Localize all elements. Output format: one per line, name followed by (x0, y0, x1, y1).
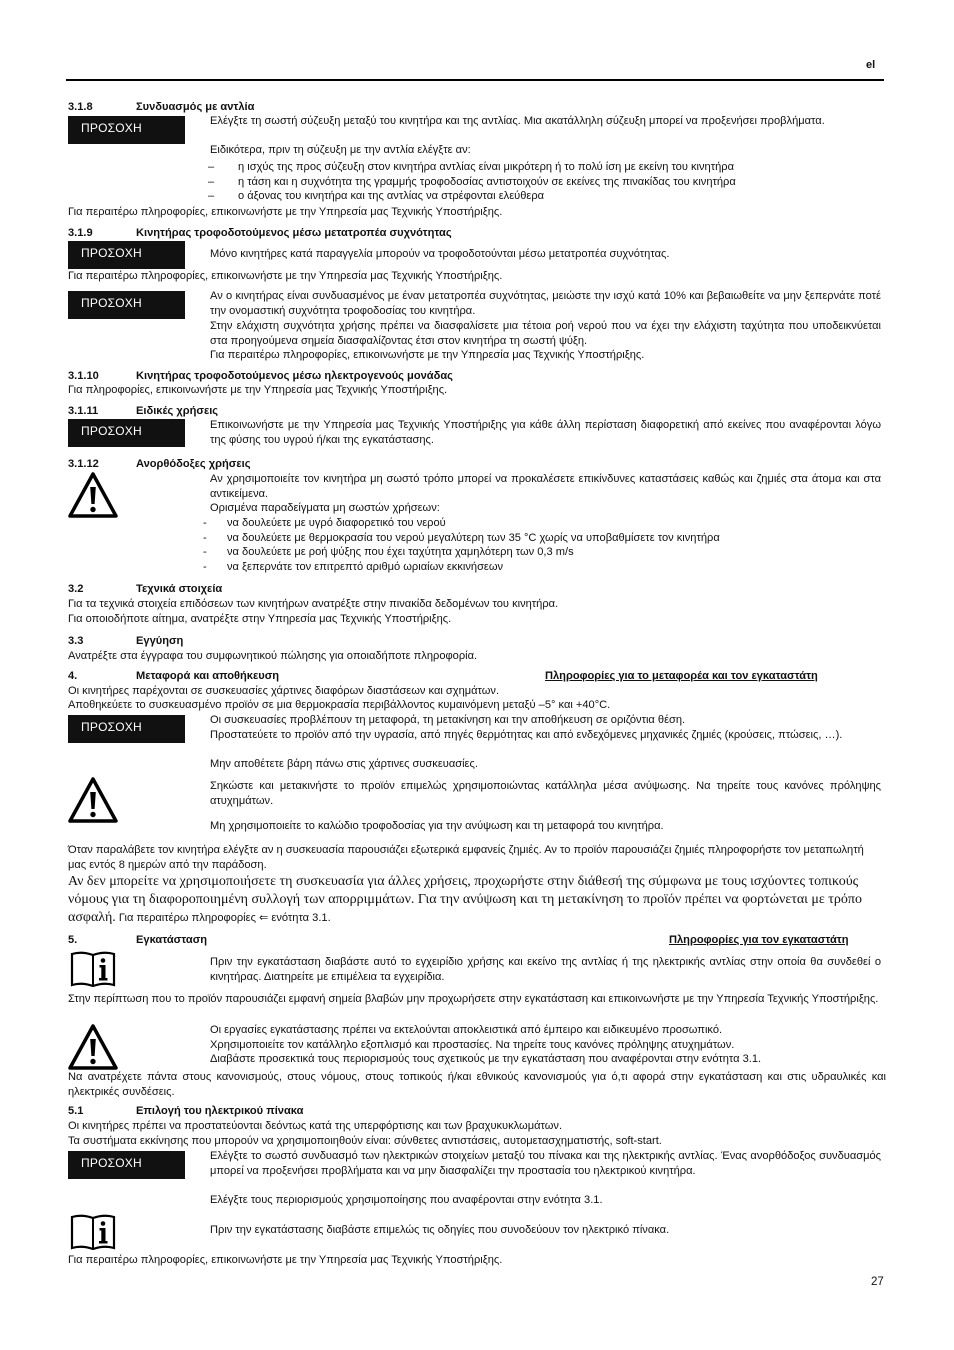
heading-3-1-10 (68, 369, 453, 384)
paragraph: Ορισμένα παραδείγματα μη σωστών χρήσεων: (210, 502, 440, 514)
paragraph: Οι συσκευασίες προβλέπουν τη μεταφορά, τη μετακίνηση και την αποθήκευση σε οριζόντια θέση. (210, 714, 686, 726)
paragraph: Ειδικότερα, πριν τη σύζευξη με την αντλία ελέγξτε αν: (210, 144, 471, 156)
paragraph: Στην περίπτωση που το προϊόν παρουσιάζει εμφανή σημεία βλαβών μην προχωρήσετε στην εγκατάσταση και επικοινωνήστε με την Υπηρεσία Τεχνικής Υποστήριξης. (68, 993, 879, 1005)
paragraph: Ελέγξτε τους περιορισμούς χρησιμοποίησης που αναφέρονται στην ενότητα 3.1. (210, 1194, 603, 1206)
section-number: 5. (68, 934, 78, 946)
paragraph: Για περαιτέρω πληροφορίες, επικοινωνήστε με την Υπηρεσία μας Τεχνικής Υποστήριξης. (210, 349, 645, 361)
paragraph: Σηκώστε και μετακινήστε το προϊόν επιμελώς χρησιμοποιώντας κατάλληλα μέσα ανύψωσης. Να τηρείτε τους κανόνες πρόληψης ατυχημάτων. (210, 780, 881, 807)
heading-4 (68, 669, 279, 684)
header-rule (66, 79, 884, 81)
paragraph: Πριν την εγκατάστασης διαβάστε επιμελώς τις οδηγίες που συνοδεύουν τον ηλεκτρικό πίνακα. (210, 1224, 670, 1236)
paragraph: Μη χρησιμοποιείτε το καλώδιο τροφοδοσίας για την ανύψωση και τη μεταφορά του κινητήρα. (210, 820, 664, 832)
paragraph: Τα συστήματα εκκίνησης που μπορούν να χρησιμοποιηθούν είναι: σύνθετες αντιστάσεις, αυτομετασχηματιστής, soft-start. (68, 1135, 662, 1147)
heading-3-1-11 (68, 404, 218, 419)
heading-5-1 (68, 1104, 303, 1119)
paragraph: Να ανατρέχετε πάντα στους κανονισμούς, στους νόμους, στους τοπικούς ή/και εθνικούς κανονισμούς για ό,τι αφορά στην εγκατάσταση και στις υδραυλικές και ηλεκτρικές συνδέσεις. (68, 1071, 886, 1098)
section-number: 3.1.10 (68, 370, 99, 382)
section-title: Συνδυασμός με αντλία (136, 101, 255, 113)
misuse-list (203, 516, 883, 574)
list-item: - να δουλεύετε με ροή ψύξης που έχει ταχύτητα χαμηλότερη των 0,3 m/s (203, 545, 883, 560)
paragraph: Αποθηκεύετε το συσκευασμένο προϊόν σε μια θερμοκρασία περιβάλλοντος κυμαινόμενη μεταξύ –5° και +40°C. (68, 699, 611, 711)
paragraph: Ελέγξτε το σωστό συνδυασμό των ηλεκτρικών στοιχείων μεταξύ του πίνακα και της ηλεκτρικής αντλίας. Ένας ανορθόδοξος συνδυασμός μπορεί να προξενήσει προβλήματα και να μην διασφαλίζει την προστασία του ηλεκτρικού κινητήρα. (210, 1150, 881, 1177)
list-item: – η τάση και η συχνότητα της γραμμής τροφοδοσίας αντιστοιχούν σε εκείνες της πινακίδας του κινητήρα (208, 175, 888, 190)
paragraph: Για πληροφορίες, επικοινωνήστε με την Υπηρεσία μας Τεχνικής Υποστήριξης. (68, 384, 448, 396)
section-title: Επιλογή του ηλεκτρικού πίνακα (136, 1105, 304, 1117)
list-item: - να ξεπερνάτε τον επιτρεπτό αριθμό ωριαίων εκκινήσεων (203, 560, 883, 575)
section-title: Εγκατάσταση (136, 934, 208, 946)
check-list (208, 160, 888, 204)
caution-label: ΠΡΟΣΟΧΗ (68, 419, 185, 447)
paragraph: Για τα τεχνικά στοιχεία επιδόσεων των κινητήρων ανατρέξτε στην πινακίδα δεδομένων του κινητήρα. (68, 598, 559, 610)
section-title: Ειδικές χρήσεις (136, 405, 219, 417)
warning-triangle-icon (68, 1024, 118, 1070)
paragraph (68, 873, 883, 927)
caution-label: ΠΡΟΣΟΧΗ (68, 291, 185, 319)
disposal-text: Αν δεν μπορείτε να χρησιμοποιήσετε τη συσκευασία για άλλες χρήσεις, προχωρήστε στην διάθεσή της σύμφωνα με τους ισχύοντες τοπικούς νόμους για τη διαφοροποιημένη συλλογή των απορριμμάτων. Για την ανύψωση και τη μετακίνηση το προϊόν πρέπει να φορτώνεται με τρόπο ασφαλή. (68, 874, 862, 925)
section-number: 3.1.8 (68, 101, 93, 113)
heading-5 (68, 933, 207, 948)
paragraph: Για οποιοδήποτε αίτημα, ανατρέξτε στην Υπηρεσία μας Τεχνικής Υποστήριξης. (68, 613, 452, 625)
paragraph: Για περαιτέρω πληροφορίες, επικοινωνήστε με την Υπηρεσία μας Τεχνικής Υποστήριξης. (68, 206, 503, 218)
paragraph: Μην αποθέτετε βάρη πάνω στις χάρτινες συσκευασίες. (210, 758, 478, 770)
list-item: – ο άξονας του κινητήρα και της αντλίας να στρέφονται ελεύθερα (208, 189, 888, 204)
paragraph: Ανατρέξτε στα έγγραφα του συμφωνητικού πώλησης για οποιαδήποτε πληροφορία. (68, 650, 478, 662)
audience-label: Πληροφορίες για τον εγκαταστάτη (669, 934, 849, 946)
paragraph: Διαβάστε προσεκτικά τους περιορισμούς τους σχετικούς με την εγκατάσταση που αναφέρονται στην ενότητα 3.1. (210, 1053, 762, 1065)
paragraph: Οι εργασίες εγκατάστασης πρέπει να εκτελούνται αποκλειστικά από έμπειρο και ειδικευμένο προσωπικό. (210, 1024, 723, 1036)
section-title: Κινητήρας τροφοδοτούμενος μέσω μετατροπέα συχνότητας (136, 227, 452, 239)
warning-triangle-icon (68, 472, 118, 518)
paragraph: Προστατεύετε το προϊόν από την υγρασία, από πηγές θερμότητας και από ενδεχόμενες μηχανικές ζημιές (κρούσεις, πτώσεις, …). (210, 729, 843, 741)
caution-label: ΠΡΟΣΟΧΗ (68, 241, 185, 269)
section-title: Κινητήρας τροφοδοτούμενος μέσω ηλεκτρογενούς μονάδας (136, 370, 453, 382)
section-title: Τεχνικά στοιχεία (136, 583, 223, 595)
section-number: 3.1.12 (68, 458, 99, 470)
section-number: 4. (68, 670, 78, 682)
paragraph: Οι κινητήρες παρέχονται σε συσκευασίες χάρτινες διαφόρων διαστάσεων και σχημάτων. (68, 685, 500, 697)
paragraph: Χρησιμοποιείτε τον κατάλληλο εξοπλισμό και προστασίες. Να τηρείτε τους κανόνες πρόληψης ατυχημάτων. (210, 1039, 735, 1051)
section-number: 3.1.9 (68, 227, 93, 239)
section-number: 3.2 (68, 583, 84, 595)
read-manual-icon (70, 950, 116, 988)
list-item: - να δουλεύετε με υγρό διαφορετικό του νερού (203, 516, 883, 531)
page-number: 27 (871, 1276, 884, 1288)
paragraph: Αν ο κινητήρας είναι συνδυασμένος με έναν μετατροπέα συχνότητας, μειώστε την ισχύ κατά 10% και βεβαιωθείτε να μην ξεπερνάτε ποτέ την ονομαστική συχνότητα τροφοδοσίας του κινητήρα. (210, 290, 881, 317)
section-number: 3.3 (68, 635, 84, 647)
section-number: 3.1.11 (68, 405, 99, 417)
audience-label: Πληροφορίες για το μεταφορέα και τον εγκαταστάτη (545, 670, 818, 682)
paragraph: Πριν την εγκατάσταση διαβάστε αυτό το εγχειρίδιο χρήσης και εκείνο της αντλίας ή της ηλεκτρικής αντλίας στην οποία θα συνδεθεί ο κινητήρας. Διατηρείτε με επιμέλεια τα εγχειρίδια. (210, 956, 881, 983)
paragraph: Μόνο κινητήρες κατά παραγγελία μπορούν να τροφοδοτούνται μέσω μετατροπέα συχνότητας. (210, 248, 670, 260)
caution-label: ΠΡΟΣΟΧΗ (68, 116, 185, 144)
section-title: Εγγύηση (136, 635, 184, 647)
paragraph: Στην ελάχιστη συχνότητα χρήσης πρέπει να διασφαλίσετε μια τέτοια ροή νερού που να έχει την ελάχιστη ταχύτητα που υποδεικνύεται στα προηγούμενα σημεία διασφαλίζοντας έτσι στον κινητήρα τη σωστή ψύξη. (210, 320, 881, 347)
list-item: – η ισχύς της προς σύζευξη στον κινητήρα αντλίας είναι μικρότερη ή το πολύ ίση με εκείνη του κινητήρα (208, 160, 888, 175)
heading-3-1-12 (68, 457, 250, 472)
heading-3-1-9 (68, 226, 452, 241)
heading-3-1-8 (68, 100, 254, 115)
heading-3-3 (68, 634, 183, 649)
list-item: - να δουλεύετε με θερμοκρασία του νερού μεγαλύτερη των 35 °C χωρίς να υποβαθμίσετε τον κινητήρα (203, 531, 883, 546)
paragraph: Για περαιτέρω πληροφορίες, επικοινωνήστε με την Υπηρεσία μας Τεχνικής Υποστήριξης. (68, 270, 503, 282)
see-section-ref: Για περαιτέρω πληροφορίες ⇐ ενότητα 3.1. (115, 912, 331, 924)
paragraph: Επικοινωνήστε με την Υπηρεσία μας Τεχνικής Υποστήριξης για κάθε άλλη περίσταση διαφορετική από εκείνες που αναφέρονται λόγω της φύσης του υγρού ή/και της εγκατάστασης. (210, 419, 881, 446)
section-title: Μεταφορά και αποθήκευση (136, 670, 280, 682)
warning-triangle-icon (68, 777, 118, 823)
caution-label: ΠΡΟΣΟΧΗ (68, 1151, 185, 1179)
language-code: el (866, 59, 876, 71)
caution-label: ΠΡΟΣΟΧΗ (68, 715, 185, 743)
paragraph: Για περαιτέρω πληροφορίες, επικοινωνήστε με την Υπηρεσία μας Τεχνικής Υποστήριξης. (68, 1254, 503, 1266)
section-number: 5.1 (68, 1105, 84, 1117)
read-manual-icon (70, 1213, 116, 1251)
paragraph: Οι κινητήρες πρέπει να προστατεύονται δεόντως κατά της υπερφόρτισης και των βραχυκυκλωμάτων. (68, 1120, 563, 1132)
paragraph: Όταν παραλάβετε τον κινητήρα ελέγξτε αν η συσκευασία παρουσιάζει εξωτερικά εμφανείς ζημιές. Αν το προϊόν παρουσιάζει ζημιές πληροφορήστε τον μεταπωλητή μας εντός 8 ημερών από την παράδοση. (68, 844, 864, 871)
section-title: Ανορθόδοξες χρήσεις (136, 458, 251, 470)
heading-3-2 (68, 582, 222, 597)
paragraph: Ελέγξτε τη σωστή σύζευξη μεταξύ του κινητήρα και της αντλίας. Μια ακατάλληλη σύζευξη μπορεί να προξενήσει προβλήματα. (210, 115, 825, 127)
paragraph: Αν χρησιμοποιείτε τον κινητήρα μη σωστό τρόπο μπορεί να προκαλέσετε επικίνδυνες καταστάσεις καθώς και ζημιές στα άτομα και στα αντικείμενα. (210, 473, 881, 500)
